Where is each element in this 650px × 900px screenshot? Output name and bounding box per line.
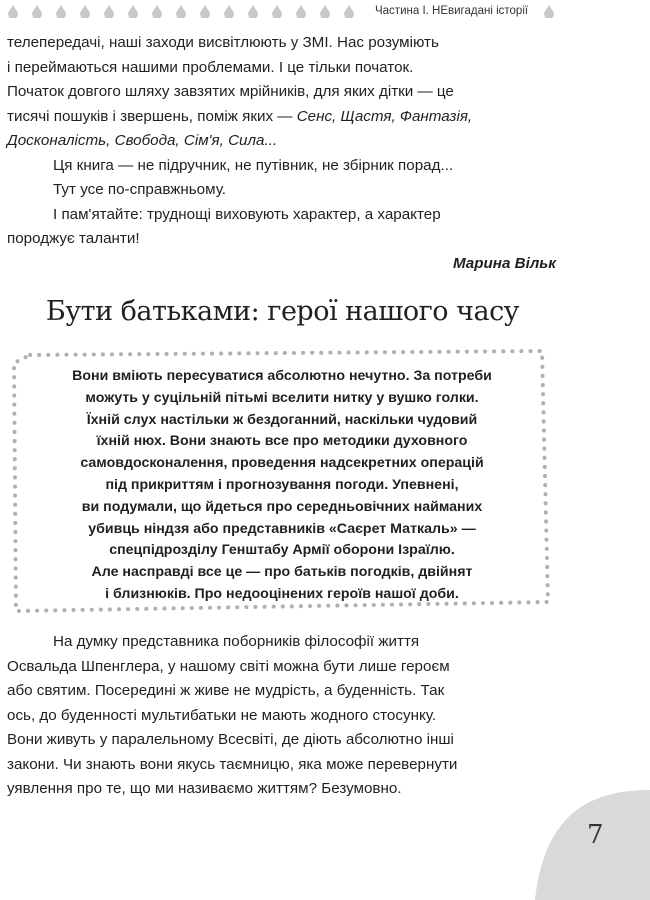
italic-words: Сенс, Щастя, Фантазія, [296, 107, 473, 125]
header-title: Частина І. НЕвигадані історії [375, 5, 529, 17]
text-line: Початок довгого шляху завзятих мрійників, для яких дітки — це [7, 83, 454, 100]
italic-words: Досконалість, Свобода, Сім'я, Сила... [7, 132, 278, 149]
page-number: 7 [587, 820, 604, 850]
text-line: закони. Чи знають вони якусь таємницю, яка може перевернути [7, 755, 458, 773]
text-line: Вони живуть у паралельному Всесвіті, де діють абсолютно інші [7, 731, 454, 748]
text-line: тисячі пошуків і звершень, поміж яких — Сенс, Щастя, Фантазія, [7, 107, 473, 125]
text-line: уявлення про те, що ми називаємо життям? Безумовно. [7, 780, 402, 797]
quote-line: Але насправді все це — про батьків погодків, двійнят [91, 564, 473, 581]
quote-line: самовдосконалення, проведення надсекретних операцій [80, 455, 484, 472]
text-line: телепередачі, наші заходи висвітлюють у ЗМІ. Нас розуміють [7, 34, 439, 51]
text-line: Тут усе по-справжньому. [53, 181, 227, 198]
text-line: ось, до буденності мультибатьки не мають жодного стосунку. [7, 706, 437, 724]
text-line: Ця книга — не підручник, не путівник, не збірник порад... [53, 156, 454, 174]
quote-line: спецпідрозділу Генштабу Армії оборони Ізраїлю. [109, 542, 455, 559]
quote-line: убивць ніндзя або представників «Саєрет Маткаль» — [88, 520, 476, 537]
author-signature: Марина Вільк [452, 254, 556, 272]
quote-line: Вони вміють пересуватися абсолютно нечутно. За потреби [72, 368, 492, 384]
text-line: На думку представника поборників філософії життя [53, 633, 420, 650]
quote-line: Їхній слух настільки ж бездоганний, наскільки чудовий [86, 411, 478, 428]
quote-line: під прикриттям і прогнозування погоди. Упевнені, [105, 476, 459, 493]
quote-line: їхній нюх. Вони знають все про методики духовного [96, 433, 468, 450]
quote-line: і близнюків. Про недооцінених героїв нашої доби. [105, 585, 459, 602]
text-line: Освальда Шпенглера, у нашому світі можна бути лише героєм [7, 657, 450, 675]
section-heading: Бути батьками: герої нашого часу [45, 296, 520, 327]
text-line: і переймаються нашими проблемами. І це тільки початок. [7, 58, 414, 76]
text-line: І пам'ятайте: труднощі виховують характер, а характер [53, 205, 441, 223]
text-line: породжує таланти! [7, 230, 140, 247]
quote-line: ви подумали, що йдеться про середньовічних найманих [81, 498, 483, 515]
quote-line: можуть у суцільній пітьмі вселити нитку у вушко голки. [85, 389, 479, 406]
text-line: або святим. Посередині ж живе не мудрість, а буденність. Так [7, 682, 445, 699]
